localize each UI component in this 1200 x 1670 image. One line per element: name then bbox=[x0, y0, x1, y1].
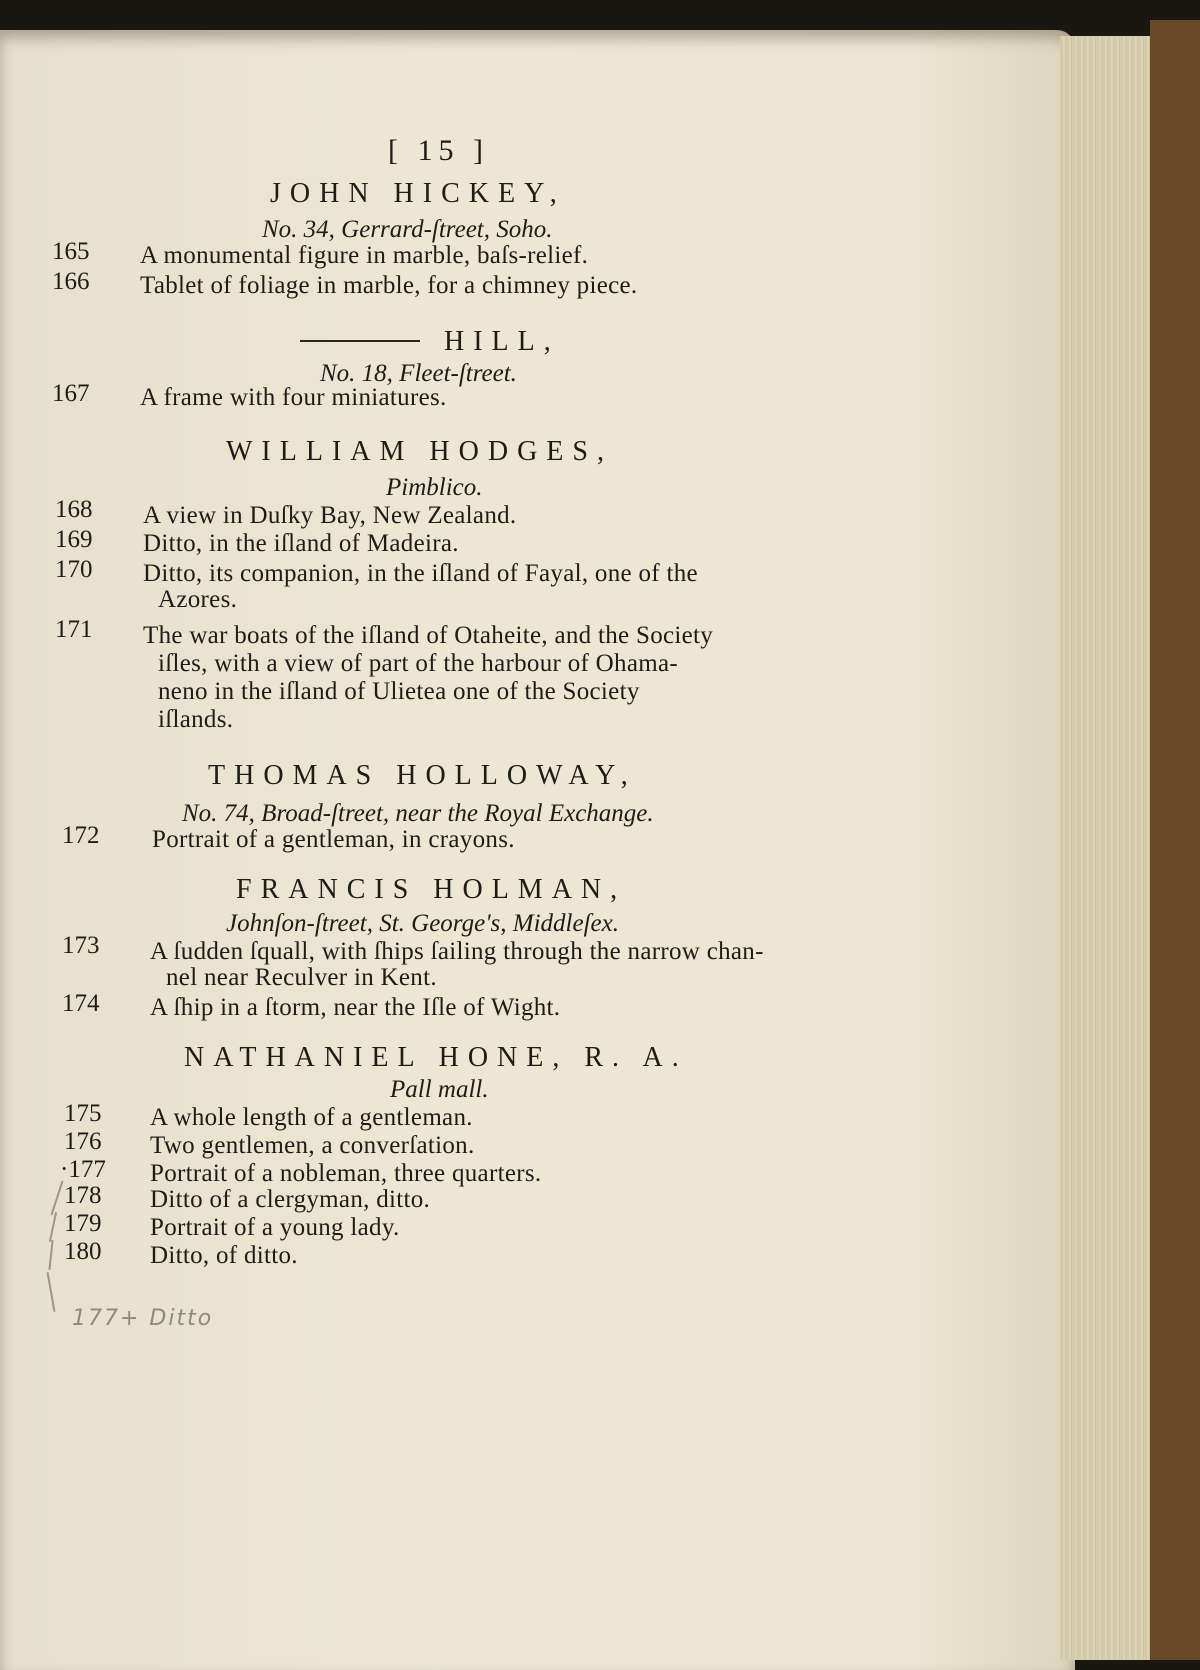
entry-number: 168 bbox=[55, 496, 93, 523]
entry-text: A monumental figure in marble, baſs-relief. bbox=[140, 242, 589, 269]
entry-text-line: nel near Reculver in Kent. bbox=[166, 964, 437, 991]
entry-text-line: Ditto, its companion, in the iſland of Fayal, one of the bbox=[143, 560, 698, 587]
entry-text-line: iſles, with a view of part of the harbour of Ohama- bbox=[158, 650, 678, 677]
artist-name: HILL, bbox=[444, 326, 560, 357]
entry-number: ·177 bbox=[60, 1156, 106, 1183]
entry-number: 171 bbox=[55, 616, 93, 643]
entry-text: A frame with four miniatures. bbox=[140, 384, 447, 411]
entry-number: 165 bbox=[52, 238, 90, 265]
artist-name: FRANCIS HOLMAN, bbox=[236, 874, 627, 905]
artist-address: Pall mall. bbox=[390, 1076, 489, 1103]
artist-address: No. 74, Broad-ſtreet, near the Royal Exchange. bbox=[182, 800, 654, 827]
artist-address: No. 34, Gerrard-ſtreet, Soho. bbox=[262, 216, 553, 243]
artist-name: JOHN HICKEY, bbox=[270, 178, 566, 209]
entry-text: A ſhip in a ſtorm, near the Iſle of Wight. bbox=[150, 994, 561, 1021]
handwritten-note: 177+ Ditto bbox=[72, 1306, 214, 1331]
artist-address: No. 18, Fleet-ſtreet. bbox=[320, 360, 517, 387]
entry-text: Portrait of a nobleman, three quarters. bbox=[150, 1160, 542, 1187]
name-dash-rule bbox=[300, 340, 420, 342]
artist-name: NATHANIEL HONE, R. A. bbox=[184, 1042, 688, 1073]
entry-number: 176 bbox=[64, 1128, 102, 1155]
entry-number: 172 bbox=[62, 822, 100, 849]
entry-text: Portrait of a gentleman, in crayons. bbox=[152, 826, 515, 853]
entry-text-line: Azores. bbox=[158, 586, 238, 613]
entry-text: A whole length of a gentleman. bbox=[150, 1104, 473, 1131]
page-folio: [ 15 ] bbox=[388, 134, 489, 167]
entry-text: Two gentlemen, a converſation. bbox=[150, 1132, 475, 1159]
entry-text: Portrait of a young lady. bbox=[150, 1214, 400, 1241]
book-cover bbox=[1150, 20, 1200, 1660]
entry-number: 180 bbox=[64, 1238, 102, 1265]
entry-number: 179 bbox=[64, 1210, 102, 1237]
entry-text-line: The war boats of the iſland of Otaheite, and the Society bbox=[143, 622, 714, 649]
entry-number: 170 bbox=[55, 556, 93, 583]
entry-number: 167 bbox=[52, 380, 90, 407]
entry-text-line: A ſudden ſquall, with ſhips ſailing through the narrow chan- bbox=[150, 938, 764, 965]
entry-text-line: iſlands. bbox=[158, 706, 234, 733]
entry-number: 174 bbox=[62, 990, 100, 1017]
entry-number: 175 bbox=[64, 1100, 102, 1127]
entry-text: A view in Duſky Bay, New Zealand. bbox=[143, 502, 517, 529]
entry-text: Ditto, in the iſland of Madeira. bbox=[143, 530, 459, 557]
entry-text-line: neno in the iſland of Ulietea one of the Society bbox=[158, 678, 640, 705]
entry-text: Tablet of foliage in marble, for a chimney piece. bbox=[140, 272, 638, 299]
entry-number: 178 bbox=[64, 1182, 102, 1209]
entry-number: 173 bbox=[62, 932, 100, 959]
artist-name: THOMAS HOLLOWAY, bbox=[208, 760, 637, 791]
entry-number: 169 bbox=[55, 526, 93, 553]
artist-name: WILLIAM HODGES, bbox=[226, 436, 613, 467]
entry-text: Ditto, of ditto. bbox=[150, 1242, 298, 1269]
artist-address: Johnſon-ſtreet, St. George's, Middleſex. bbox=[226, 910, 619, 937]
entry-text: Ditto of a clergyman, ditto. bbox=[150, 1186, 431, 1213]
entry-number: 166 bbox=[52, 268, 90, 295]
artist-address: Pimblico. bbox=[386, 474, 483, 501]
